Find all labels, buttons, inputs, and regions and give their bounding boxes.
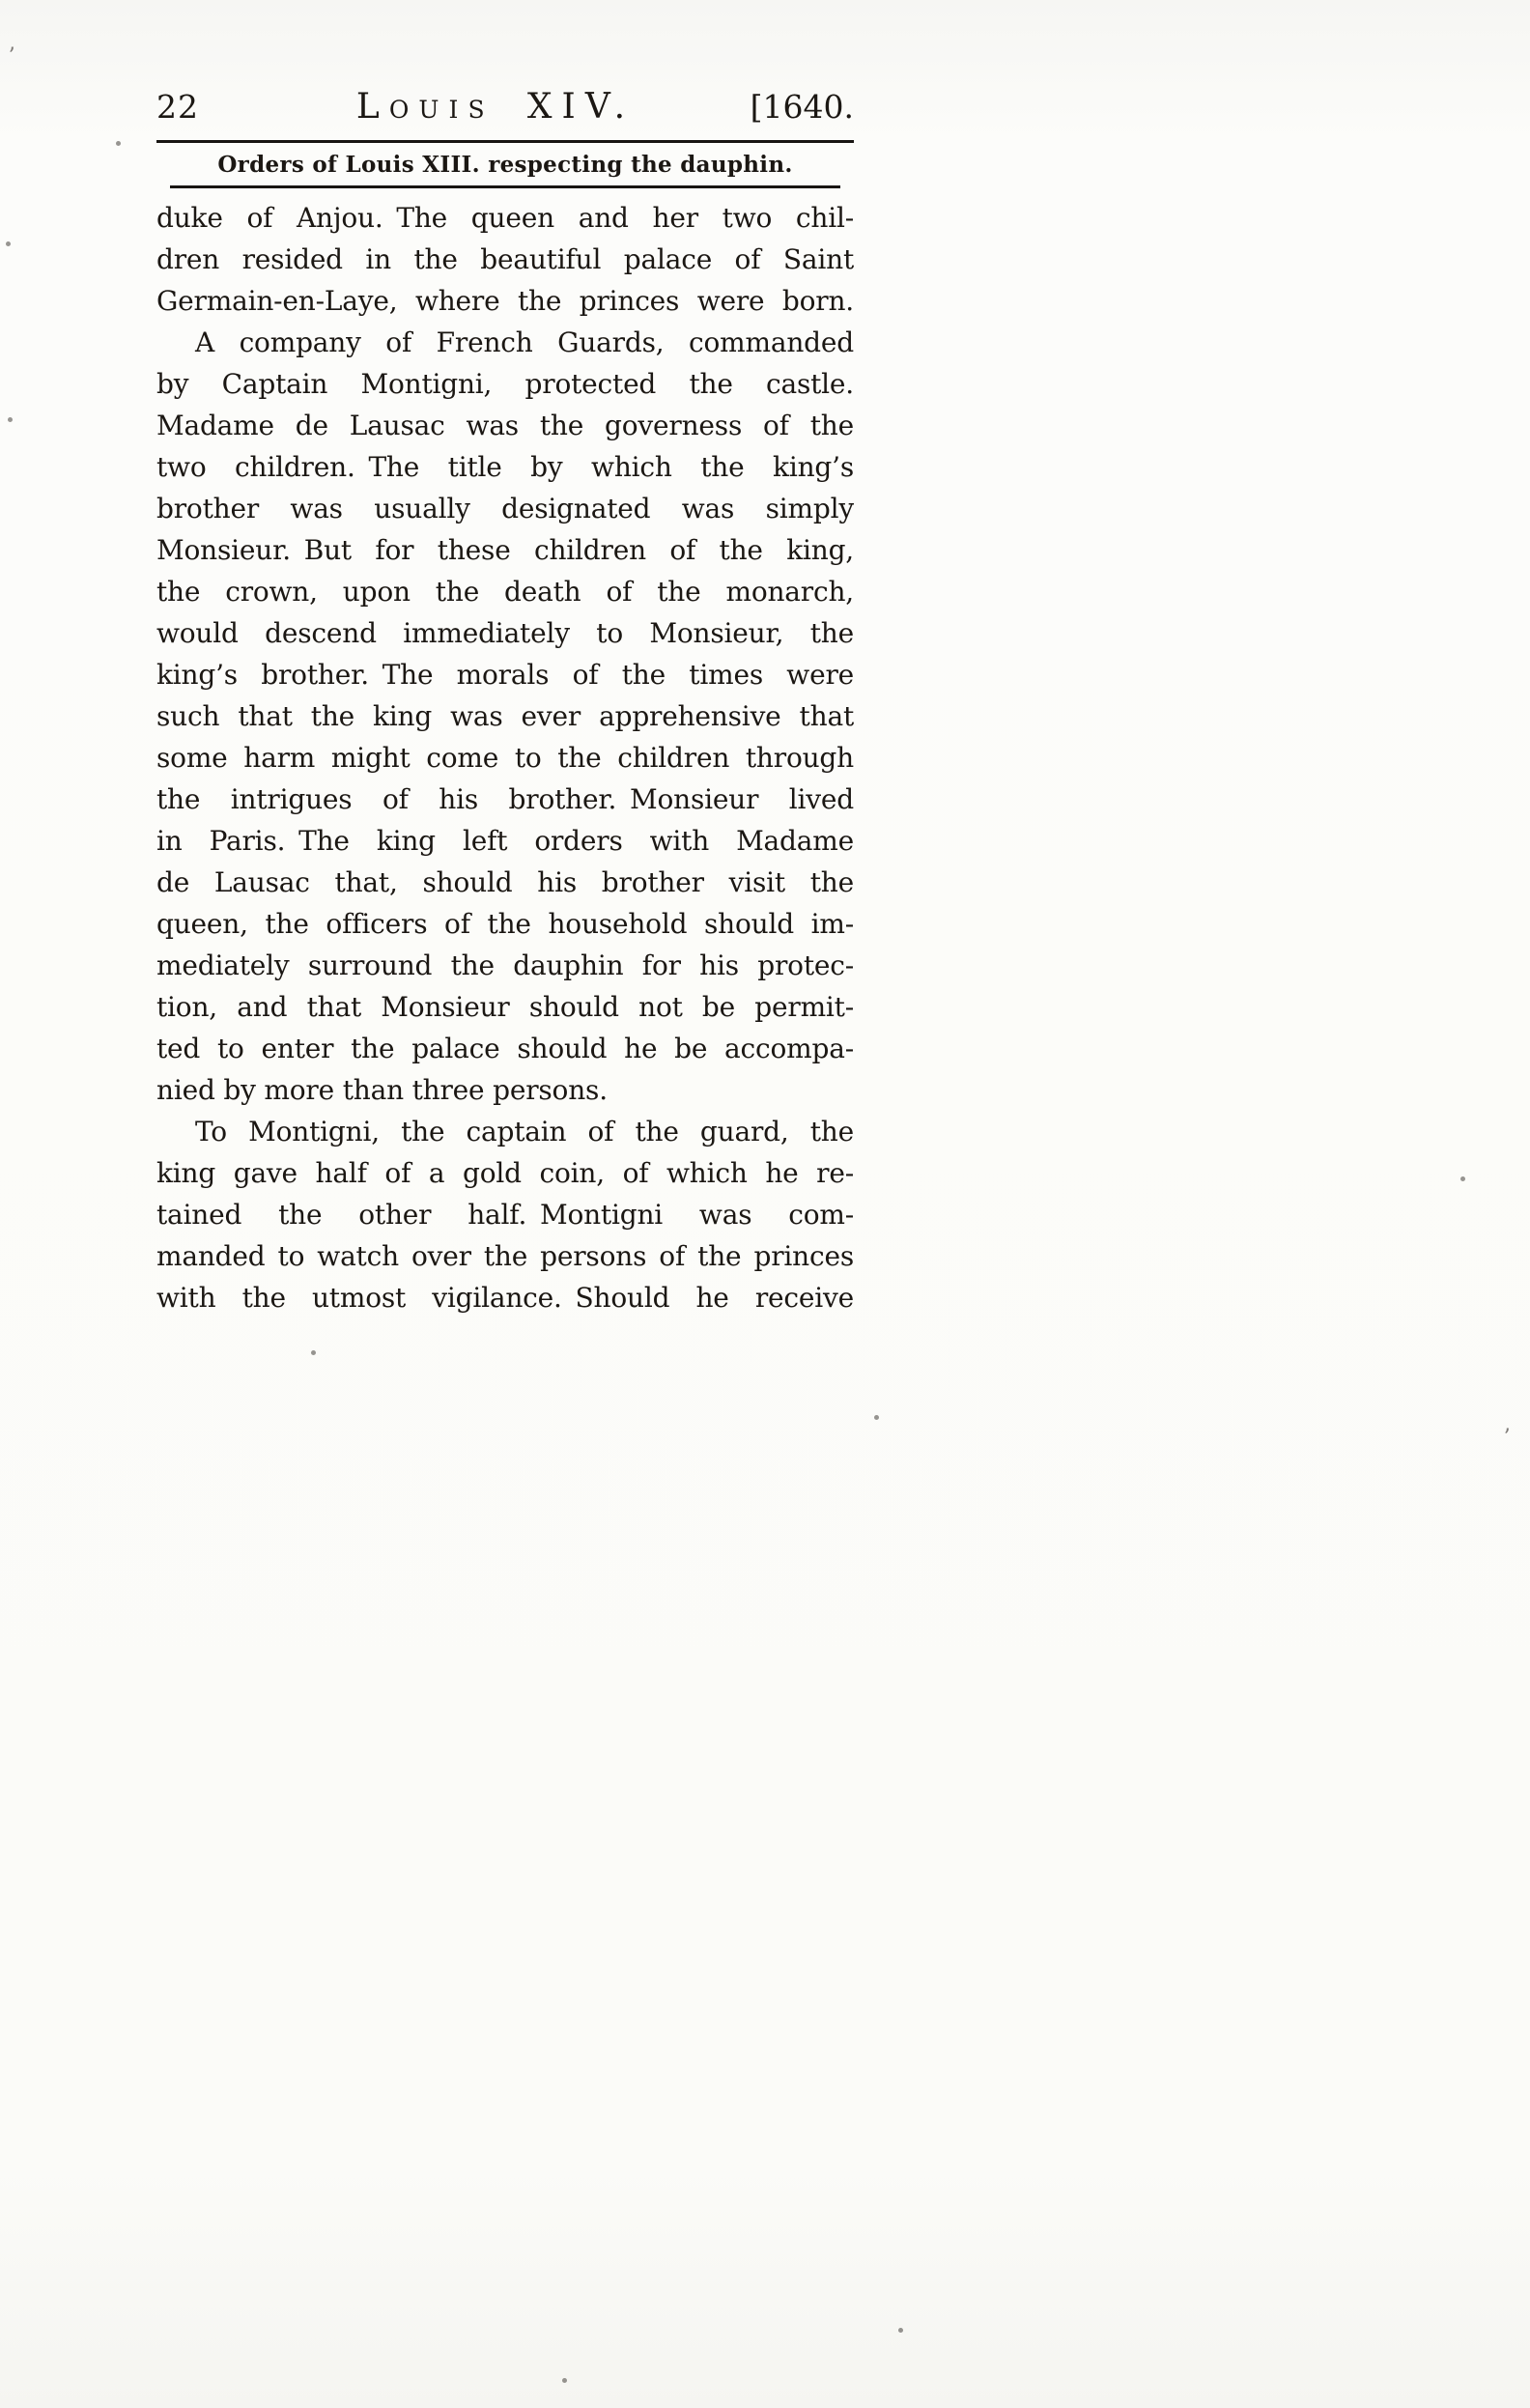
text-line: would descend immediately to Monsieur, the [156,617,854,649]
text-line: brother was usually designated was simply [156,493,854,524]
text-line: ted to enter the palace should he be accompa- [156,1033,854,1064]
text-line: king gave half of a gold coin, of which he re- [156,1157,854,1189]
text-line: the crown, upon the death of the monarch, [156,576,854,608]
text-line: tion, and that Monsieur should not be permit- [156,991,854,1023]
scan-speck [6,241,11,246]
scan-speck [1460,1176,1465,1181]
text-line: To Montigni, the captain of the guard, the [195,1116,854,1147]
text-line: in Paris. The king left orders with Madame [156,825,854,857]
text-line: duke of Anjou. The queen and her two chil- [156,202,854,234]
text-line: the intrigues of his brother. Monsieur lived [156,783,854,815]
text-line: mediately surround the dauphin for his protec- [156,949,854,981]
year-marker: [1640. [750,88,854,126]
body-text [156,197,854,1318]
scan-speck [116,141,121,146]
text-line: A company of French Guards, commanded [195,326,854,358]
text-line: two children. The title by which the king’s [156,451,854,483]
chapter-caption: Orders of Louis XIII. respecting the dauphin. [217,152,793,178]
header-rule-bottom [170,185,839,188]
text-line: Madame de Lausac was the governess of the [156,410,854,441]
text-line: tained the other half. Montigni was com- [156,1199,854,1231]
running-title: Louis XIV. [355,87,636,127]
scan-speck [898,2328,903,2333]
text-line: with the utmost vigilance. Should he receive [156,1282,854,1314]
text-line: some harm might come to the children through [156,742,854,774]
text-line: manded to watch over the persons of the princes [156,1240,854,1272]
scan-speck [562,2378,567,2383]
text-line: dren resided in the beautiful palace of Saint [156,243,854,275]
scan-speck [8,417,13,422]
scan-speck: ʼ [8,44,14,69]
text-line: such that the king was ever apprehensive that [156,700,854,732]
paragraph [156,322,854,1111]
text-line: nied by more than three persons. [156,1074,608,1106]
header-rule-top [156,140,854,143]
paragraph [156,197,854,322]
text-line: de Lausac that, should his brother visit the [156,866,854,898]
text-line: king’s brother. The morals of the times were [156,659,854,691]
text-line: queen, the officers of the household should im- [156,908,854,940]
page-number: 22 [156,88,199,126]
page-header [156,87,854,127]
paragraph [156,1111,854,1318]
scan-speck [311,1350,316,1355]
text-line: Monsieur. But for these children of the king, [156,534,854,566]
scan-speck [874,1415,879,1420]
text-block [156,87,854,1318]
text-line: by Captain Montigni, protected the castle. [156,368,854,400]
text-line: Germain-en-Laye, where the princes were born. [156,285,854,317]
scan-speck: ʼ [1503,1426,1510,1450]
